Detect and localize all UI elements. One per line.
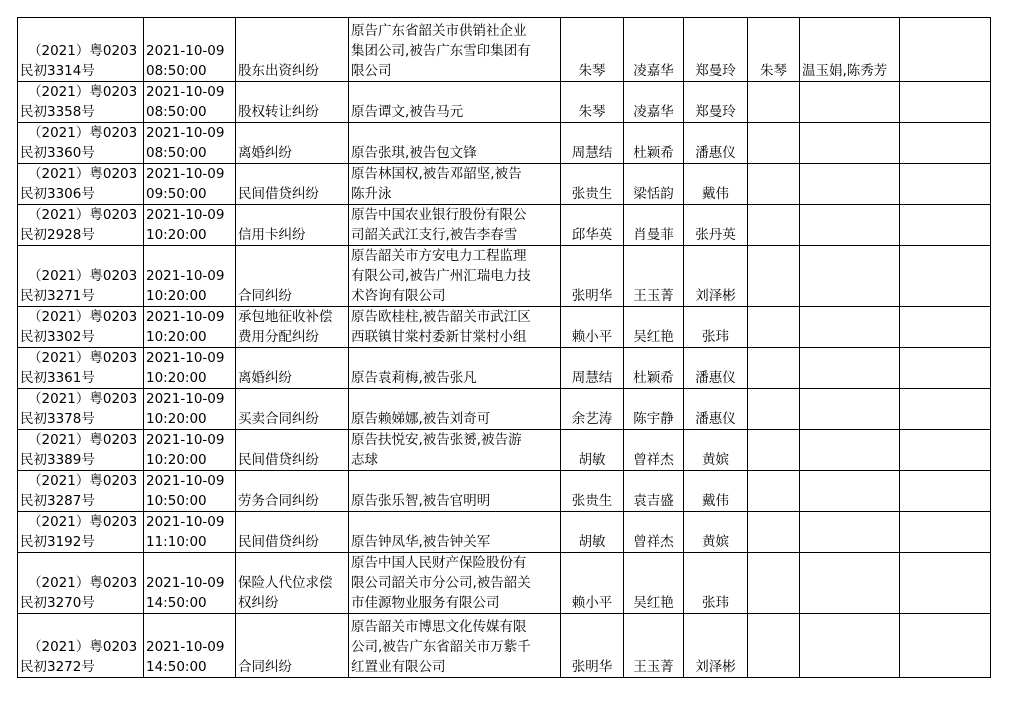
presiding-judge-cell-text: 朱琴 bbox=[578, 104, 606, 120]
extra-members-cell bbox=[800, 246, 900, 307]
presiding-judge-cell bbox=[561, 471, 624, 512]
case-number-cell bbox=[18, 348, 144, 389]
presiding-judge-cell bbox=[561, 348, 624, 389]
hearing-datetime-cell bbox=[144, 307, 236, 348]
panel-member-1-cell-text: 曾祥杰 bbox=[633, 534, 674, 550]
extra-judge-cell bbox=[748, 246, 800, 307]
case-cause-cell-line: 合同纠纷 bbox=[238, 288, 292, 304]
panel-member-1-cell-text: 凌嘉华 bbox=[633, 63, 674, 79]
panel-member-2-cell-text: 黄嫔 bbox=[702, 452, 729, 468]
hearing-datetime-cell bbox=[144, 389, 236, 430]
panel-member-2-cell-text: 郑曼玲 bbox=[695, 104, 736, 120]
panel-member-1-cell bbox=[624, 614, 684, 678]
panel-member-2-cell-text: 戴伟 bbox=[702, 493, 729, 509]
case-number-cell bbox=[18, 389, 144, 430]
presiding-judge-cell-text: 周慧结 bbox=[571, 145, 613, 161]
presiding-judge-cell bbox=[561, 614, 624, 678]
hearing-date: 2021-10-09 bbox=[146, 84, 225, 100]
presiding-judge-cell bbox=[561, 246, 624, 307]
parties-cell-line: 司韶关武江支行,被告李春雪 bbox=[351, 227, 518, 243]
hearing-datetime-cell bbox=[144, 471, 236, 512]
panel-member-1-cell-text: 凌嘉华 bbox=[633, 104, 674, 120]
case-number-line: （2021）粤0203 bbox=[28, 125, 138, 141]
case-number-cell bbox=[18, 553, 144, 614]
hearing-time: 10:20:00 bbox=[146, 370, 207, 386]
panel-member-2-cell bbox=[684, 471, 748, 512]
panel-member-1-cell bbox=[624, 512, 684, 553]
hearing-date: 2021-10-09 bbox=[146, 207, 225, 223]
table-row bbox=[18, 246, 991, 307]
presiding-judge-cell-text: 周慧结 bbox=[571, 370, 613, 386]
hearing-datetime-cell bbox=[144, 205, 236, 246]
panel-member-1-cell bbox=[624, 82, 684, 123]
case-cause-cell-line: 民间借贷纠纷 bbox=[238, 534, 319, 550]
parties-cell-line: 原告林国权,被告邓韶坚,被告 bbox=[351, 166, 522, 182]
presiding-judge-cell bbox=[561, 205, 624, 246]
hearing-datetime-cell bbox=[144, 82, 236, 123]
panel-member-2-cell-text: 黄嫔 bbox=[702, 534, 729, 550]
case-number-line: （2021）粤0203 bbox=[28, 575, 138, 591]
empty-cell bbox=[900, 123, 991, 164]
extra-judge-cell bbox=[748, 389, 800, 430]
case-number-line: 民初3270号 bbox=[20, 595, 95, 611]
panel-member-1-cell-text: 吴红艳 bbox=[633, 595, 674, 611]
panel-member-2-cell-text: 张玮 bbox=[702, 329, 729, 345]
extra-judge-cell bbox=[748, 82, 800, 123]
table-row bbox=[18, 164, 991, 205]
parties-cell-line: 限公司 bbox=[351, 63, 392, 79]
table-row bbox=[18, 205, 991, 246]
panel-member-1-cell-text: 王玉菁 bbox=[633, 288, 674, 304]
parties-cell-line: 原告欧桂柱,被告韶关市武江区 bbox=[351, 309, 531, 325]
case-number-line: 民初3287号 bbox=[20, 493, 95, 509]
hearing-datetime-cell bbox=[144, 348, 236, 389]
case-number-line: （2021）粤0203 bbox=[28, 166, 138, 182]
empty-cell bbox=[900, 205, 991, 246]
case-cause-cell-line: 离婚纠纷 bbox=[238, 145, 292, 161]
parties-cell-line: 原告张琪,被告包文锋 bbox=[351, 145, 477, 161]
extra-members-cell bbox=[800, 18, 900, 82]
hearing-date: 2021-10-09 bbox=[146, 125, 225, 141]
parties-cell-line: 有限公司,被告广州汇瑞电力技 bbox=[351, 268, 531, 284]
presiding-judge-cell bbox=[561, 164, 624, 205]
case-number-cell bbox=[18, 512, 144, 553]
case-number-cell bbox=[18, 205, 144, 246]
parties-cell bbox=[349, 614, 561, 678]
parties-cell-line: 公司,被告广东省韶关市万紫千 bbox=[351, 639, 531, 655]
panel-member-2-cell bbox=[684, 389, 748, 430]
panel-member-1-cell bbox=[624, 164, 684, 205]
extra-members-cell bbox=[800, 512, 900, 553]
case-number-line: 民初3306号 bbox=[20, 186, 95, 202]
panel-member-2-cell-text: 刘泽彬 bbox=[695, 659, 736, 675]
extra-members-cell-text: 温玉娟,陈秀芳 bbox=[802, 63, 888, 79]
parties-cell-line: 限公司韶关市分公司,被告韶关 bbox=[351, 575, 531, 591]
empty-cell bbox=[900, 164, 991, 205]
case-cause-cell-line: 合同纠纷 bbox=[238, 659, 292, 675]
case-cause-cell bbox=[236, 205, 349, 246]
empty-cell bbox=[900, 614, 991, 678]
parties-cell-line: 术咨询有限公司 bbox=[351, 288, 446, 304]
extra-members-cell bbox=[800, 389, 900, 430]
parties-cell bbox=[349, 430, 561, 471]
case-number-line: （2021）粤0203 bbox=[28, 432, 138, 448]
panel-member-2-cell-text: 潘惠仪 bbox=[695, 145, 736, 161]
presiding-judge-cell bbox=[561, 123, 624, 164]
parties-cell-line: 原告中国农业银行股份有限公 bbox=[351, 207, 527, 223]
presiding-judge-cell-text: 胡敏 bbox=[578, 534, 606, 550]
panel-member-2-cell bbox=[684, 18, 748, 82]
case-cause-cell-line: 信用卡纠纷 bbox=[238, 227, 306, 243]
parties-cell-line: 红置业有限公司 bbox=[351, 659, 446, 675]
case-cause-cell bbox=[236, 389, 349, 430]
panel-member-1-cell-text: 梁恬韵 bbox=[633, 186, 674, 202]
extra-members-cell bbox=[800, 164, 900, 205]
hearing-date: 2021-10-09 bbox=[146, 391, 225, 407]
table-body bbox=[18, 18, 991, 678]
parties-cell-line: 原告韶关市方安电力工程监理 bbox=[351, 248, 527, 264]
panel-member-1-cell bbox=[624, 123, 684, 164]
presiding-judge-cell-text: 胡敏 bbox=[578, 452, 606, 468]
case-cause-cell bbox=[236, 614, 349, 678]
extra-members-cell bbox=[800, 471, 900, 512]
extra-members-cell bbox=[800, 430, 900, 471]
extra-members-cell bbox=[800, 553, 900, 614]
parties-cell bbox=[349, 512, 561, 553]
case-cause-cell bbox=[236, 471, 349, 512]
empty-cell bbox=[900, 348, 991, 389]
hearing-datetime-cell bbox=[144, 512, 236, 553]
case-number-line: 民初3389号 bbox=[20, 452, 95, 468]
extra-judge-cell bbox=[748, 164, 800, 205]
case-cause-cell-line: 离婚纠纷 bbox=[238, 370, 292, 386]
table-row bbox=[18, 82, 991, 123]
panel-member-2-cell-text: 刘泽彬 bbox=[695, 288, 736, 304]
presiding-judge-cell-text: 张明华 bbox=[571, 659, 613, 675]
hearing-time: 14:50:00 bbox=[146, 595, 207, 611]
hearing-time: 10:20:00 bbox=[146, 227, 207, 243]
parties-cell bbox=[349, 246, 561, 307]
presiding-judge-cell bbox=[561, 553, 624, 614]
table-row bbox=[18, 348, 991, 389]
panel-member-1-cell bbox=[624, 389, 684, 430]
panel-member-1-cell-text: 袁吉盛 bbox=[633, 493, 674, 509]
extra-judge-cell bbox=[748, 553, 800, 614]
hearing-time: 10:20:00 bbox=[146, 452, 207, 468]
parties-cell-line: 原告张乐智,被告官明明 bbox=[351, 493, 491, 509]
extra-judge-cell bbox=[748, 18, 800, 82]
presiding-judge-cell-text: 赖小平 bbox=[571, 329, 613, 345]
case-number-line: 民初3302号 bbox=[20, 329, 95, 345]
parties-cell bbox=[349, 348, 561, 389]
extra-members-cell bbox=[800, 205, 900, 246]
hearing-date: 2021-10-09 bbox=[146, 166, 225, 182]
empty-cell bbox=[900, 246, 991, 307]
case-number-cell bbox=[18, 123, 144, 164]
hearing-date: 2021-10-09 bbox=[146, 432, 225, 448]
table-row bbox=[18, 553, 991, 614]
presiding-judge-cell bbox=[561, 512, 624, 553]
parties-cell bbox=[349, 307, 561, 348]
empty-cell bbox=[900, 307, 991, 348]
case-number-line: （2021）粤0203 bbox=[28, 350, 138, 366]
table-row bbox=[18, 512, 991, 553]
presiding-judge-cell-text: 张贵生 bbox=[571, 493, 613, 509]
case-number-cell bbox=[18, 18, 144, 82]
presiding-judge-cell-text: 邱华英 bbox=[571, 227, 613, 243]
parties-cell bbox=[349, 82, 561, 123]
extra-members-cell bbox=[800, 614, 900, 678]
case-number-line: （2021）粤0203 bbox=[28, 309, 138, 325]
panel-member-1-cell-text: 杜颖希 bbox=[633, 145, 674, 161]
presiding-judge-cell bbox=[561, 18, 624, 82]
case-number-line: （2021）粤0203 bbox=[28, 391, 138, 407]
panel-member-1-cell-text: 王玉菁 bbox=[633, 659, 674, 675]
hearing-time: 08:50:00 bbox=[146, 63, 207, 79]
parties-cell bbox=[349, 553, 561, 614]
parties-cell bbox=[349, 205, 561, 246]
case-cause-cell-line: 保险人代位求偿 bbox=[238, 575, 333, 591]
empty-cell bbox=[900, 18, 991, 82]
case-number-line: 民初3358号 bbox=[20, 104, 95, 120]
case-number-cell bbox=[18, 614, 144, 678]
hearing-time: 10:50:00 bbox=[146, 493, 207, 509]
panel-member-2-cell-text: 潘惠仪 bbox=[695, 370, 736, 386]
hearing-time: 10:20:00 bbox=[146, 329, 207, 345]
hearing-datetime-cell bbox=[144, 553, 236, 614]
hearing-date: 2021-10-09 bbox=[146, 350, 225, 366]
panel-member-1-cell-text: 吴红艳 bbox=[633, 329, 674, 345]
panel-member-1-cell-text: 杜颖希 bbox=[633, 370, 674, 386]
panel-member-2-cell-text: 潘惠仪 bbox=[695, 411, 736, 427]
case-cause-cell-line: 股权转让纠纷 bbox=[238, 104, 319, 120]
case-number-line: （2021）粤0203 bbox=[28, 268, 138, 284]
presiding-judge-cell bbox=[561, 307, 624, 348]
panel-member-1-cell bbox=[624, 246, 684, 307]
empty-cell bbox=[900, 82, 991, 123]
panel-member-2-cell bbox=[684, 205, 748, 246]
parties-cell-line: 市佳源物业服务有限公司 bbox=[351, 595, 500, 611]
case-cause-cell bbox=[236, 164, 349, 205]
parties-cell bbox=[349, 18, 561, 82]
hearing-time: 10:20:00 bbox=[146, 288, 207, 304]
extra-judge-cell bbox=[748, 512, 800, 553]
case-number-line: （2021）粤0203 bbox=[28, 43, 138, 59]
case-cause-cell bbox=[236, 430, 349, 471]
empty-cell bbox=[900, 512, 991, 553]
case-number-cell bbox=[18, 82, 144, 123]
case-number-cell bbox=[18, 164, 144, 205]
hearing-date: 2021-10-09 bbox=[146, 639, 225, 655]
panel-member-1-cell-text: 曾祥杰 bbox=[633, 452, 674, 468]
parties-cell-line: 西联镇甘棠村委新甘棠村小组 bbox=[351, 329, 527, 345]
presiding-judge-cell bbox=[561, 82, 624, 123]
case-cause-cell-line: 民间借贷纠纷 bbox=[238, 186, 319, 202]
case-number-line: （2021）粤0203 bbox=[28, 84, 138, 100]
case-number-line: 民初2928号 bbox=[20, 227, 95, 243]
hearing-datetime-cell bbox=[144, 246, 236, 307]
case-number-cell bbox=[18, 471, 144, 512]
empty-cell bbox=[900, 553, 991, 614]
panel-member-1-cell bbox=[624, 307, 684, 348]
hearing-datetime-cell bbox=[144, 18, 236, 82]
empty-cell bbox=[900, 389, 991, 430]
case-cause-cell bbox=[236, 82, 349, 123]
table-row bbox=[18, 307, 991, 348]
presiding-judge-cell-text: 朱琴 bbox=[578, 63, 606, 79]
case-number-line: （2021）粤0203 bbox=[28, 514, 138, 530]
panel-member-2-cell bbox=[684, 123, 748, 164]
case-number-line: 民初3378号 bbox=[20, 411, 95, 427]
panel-member-2-cell-text: 张玮 bbox=[702, 595, 729, 611]
case-cause-cell-line: 权纠纷 bbox=[238, 595, 279, 611]
table-row bbox=[18, 389, 991, 430]
parties-cell-line: 原告赖娣娜,被告刘奇可 bbox=[351, 411, 491, 427]
presiding-judge-cell-text: 赖小平 bbox=[571, 595, 613, 611]
hearing-schedule-table bbox=[17, 17, 991, 678]
case-cause-cell bbox=[236, 553, 349, 614]
panel-member-2-cell bbox=[684, 246, 748, 307]
hearing-date: 2021-10-09 bbox=[146, 514, 225, 530]
panel-member-1-cell bbox=[624, 430, 684, 471]
panel-member-1-cell-text: 陈宇静 bbox=[633, 411, 674, 427]
hearing-time: 10:20:00 bbox=[146, 411, 207, 427]
hearing-time: 08:50:00 bbox=[146, 104, 207, 120]
case-number-line: （2021）粤0203 bbox=[28, 207, 138, 223]
panel-member-2-cell bbox=[684, 164, 748, 205]
case-cause-cell bbox=[236, 18, 349, 82]
case-cause-cell bbox=[236, 348, 349, 389]
table-row bbox=[18, 614, 991, 678]
panel-member-2-cell bbox=[684, 82, 748, 123]
parties-cell bbox=[349, 471, 561, 512]
hearing-datetime-cell bbox=[144, 123, 236, 164]
case-number-cell bbox=[18, 430, 144, 471]
case-cause-cell-line: 承包地征收补偿 bbox=[238, 309, 333, 325]
table-row bbox=[18, 471, 991, 512]
case-number-line: （2021）粤0203 bbox=[28, 473, 138, 489]
parties-cell-line: 原告广东省韶关市供销社企业 bbox=[351, 23, 527, 39]
case-cause-cell-line: 费用分配纠纷 bbox=[238, 329, 319, 345]
case-number-cell bbox=[18, 246, 144, 307]
panel-member-2-cell bbox=[684, 307, 748, 348]
parties-cell bbox=[349, 123, 561, 164]
presiding-judge-cell-text: 张贵生 bbox=[571, 186, 613, 202]
parties-cell-line: 集团公司,被告广东雪印集团有 bbox=[351, 43, 531, 59]
hearing-date: 2021-10-09 bbox=[146, 575, 225, 591]
parties-cell-line: 原告钟凤华,被告钟关军 bbox=[351, 534, 491, 550]
case-cause-cell bbox=[236, 123, 349, 164]
parties-cell bbox=[349, 389, 561, 430]
panel-member-1-cell bbox=[624, 205, 684, 246]
hearing-date: 2021-10-09 bbox=[146, 309, 225, 325]
hearing-time: 14:50:00 bbox=[146, 659, 207, 675]
hearing-time: 11:10:00 bbox=[146, 534, 207, 550]
extra-judge-cell bbox=[748, 307, 800, 348]
case-cause-cell-line: 买卖合同纠纷 bbox=[238, 411, 319, 427]
case-number-line: 民初3272号 bbox=[20, 659, 95, 675]
extra-judge-cell-text: 朱琴 bbox=[760, 63, 787, 79]
case-cause-cell-line: 民间借贷纠纷 bbox=[238, 452, 319, 468]
extra-judge-cell bbox=[748, 430, 800, 471]
extra-judge-cell bbox=[748, 123, 800, 164]
panel-member-2-cell bbox=[684, 553, 748, 614]
panel-member-2-cell bbox=[684, 348, 748, 389]
table-row bbox=[18, 123, 991, 164]
case-number-line: 民初3192号 bbox=[20, 534, 95, 550]
panel-member-1-cell bbox=[624, 471, 684, 512]
hearing-date: 2021-10-09 bbox=[146, 473, 225, 489]
presiding-judge-cell bbox=[561, 430, 624, 471]
presiding-judge-cell-text: 余艺涛 bbox=[571, 411, 613, 427]
presiding-judge-cell bbox=[561, 389, 624, 430]
panel-member-1-cell-text: 肖曼菲 bbox=[633, 227, 674, 243]
case-cause-cell bbox=[236, 512, 349, 553]
parties-cell-line: 志球 bbox=[351, 452, 378, 468]
hearing-date: 2021-10-09 bbox=[146, 43, 225, 59]
parties-cell bbox=[349, 164, 561, 205]
panel-member-1-cell bbox=[624, 348, 684, 389]
parties-cell-line: 陈升泳 bbox=[351, 186, 392, 202]
panel-member-1-cell bbox=[624, 553, 684, 614]
panel-member-2-cell-text: 张丹英 bbox=[695, 227, 736, 243]
hearing-datetime-cell bbox=[144, 164, 236, 205]
hearing-datetime-cell bbox=[144, 614, 236, 678]
case-cause-cell bbox=[236, 307, 349, 348]
extra-judge-cell bbox=[748, 471, 800, 512]
panel-member-2-cell bbox=[684, 614, 748, 678]
extra-members-cell bbox=[800, 123, 900, 164]
parties-cell-line: 原告谭文,被告马元 bbox=[351, 104, 464, 120]
extra-judge-cell bbox=[748, 614, 800, 678]
case-number-line: （2021）粤0203 bbox=[28, 639, 138, 655]
extra-members-cell bbox=[800, 82, 900, 123]
parties-cell-line: 原告袁莉梅,被告张凡 bbox=[351, 370, 477, 386]
hearing-date: 2021-10-09 bbox=[146, 268, 225, 284]
panel-member-2-cell bbox=[684, 430, 748, 471]
hearing-time: 08:50:00 bbox=[146, 145, 207, 161]
hearing-time: 09:50:00 bbox=[146, 186, 207, 202]
case-number-cell bbox=[18, 307, 144, 348]
hearing-datetime-cell bbox=[144, 430, 236, 471]
case-cause-cell-line: 股东出资纠纷 bbox=[238, 63, 319, 79]
extra-members-cell bbox=[800, 348, 900, 389]
case-number-line: 民初3361号 bbox=[20, 370, 95, 386]
case-number-line: 民初3271号 bbox=[20, 288, 95, 304]
case-cause-cell-line: 劳务合同纠纷 bbox=[238, 493, 319, 509]
panel-member-2-cell-text: 戴伟 bbox=[702, 186, 729, 202]
parties-cell-line: 原告中国人民财产保险股份有 bbox=[351, 555, 527, 571]
panel-member-2-cell bbox=[684, 512, 748, 553]
case-number-line: 民初3360号 bbox=[20, 145, 95, 161]
extra-members-cell bbox=[800, 307, 900, 348]
empty-cell bbox=[900, 471, 991, 512]
parties-cell-line: 原告韶关市博思文化传媒有限 bbox=[351, 619, 527, 635]
case-number-line: 民初3314号 bbox=[20, 63, 95, 79]
extra-judge-cell bbox=[748, 348, 800, 389]
extra-judge-cell bbox=[748, 205, 800, 246]
empty-cell bbox=[900, 430, 991, 471]
table-row bbox=[18, 430, 991, 471]
panel-member-2-cell-text: 郑曼玲 bbox=[695, 63, 736, 79]
case-cause-cell bbox=[236, 246, 349, 307]
panel-member-1-cell bbox=[624, 18, 684, 82]
presiding-judge-cell-text: 张明华 bbox=[571, 288, 613, 304]
parties-cell-line: 原告扶悦安,被告张赟,被告游 bbox=[351, 432, 522, 448]
table-row bbox=[18, 18, 991, 82]
